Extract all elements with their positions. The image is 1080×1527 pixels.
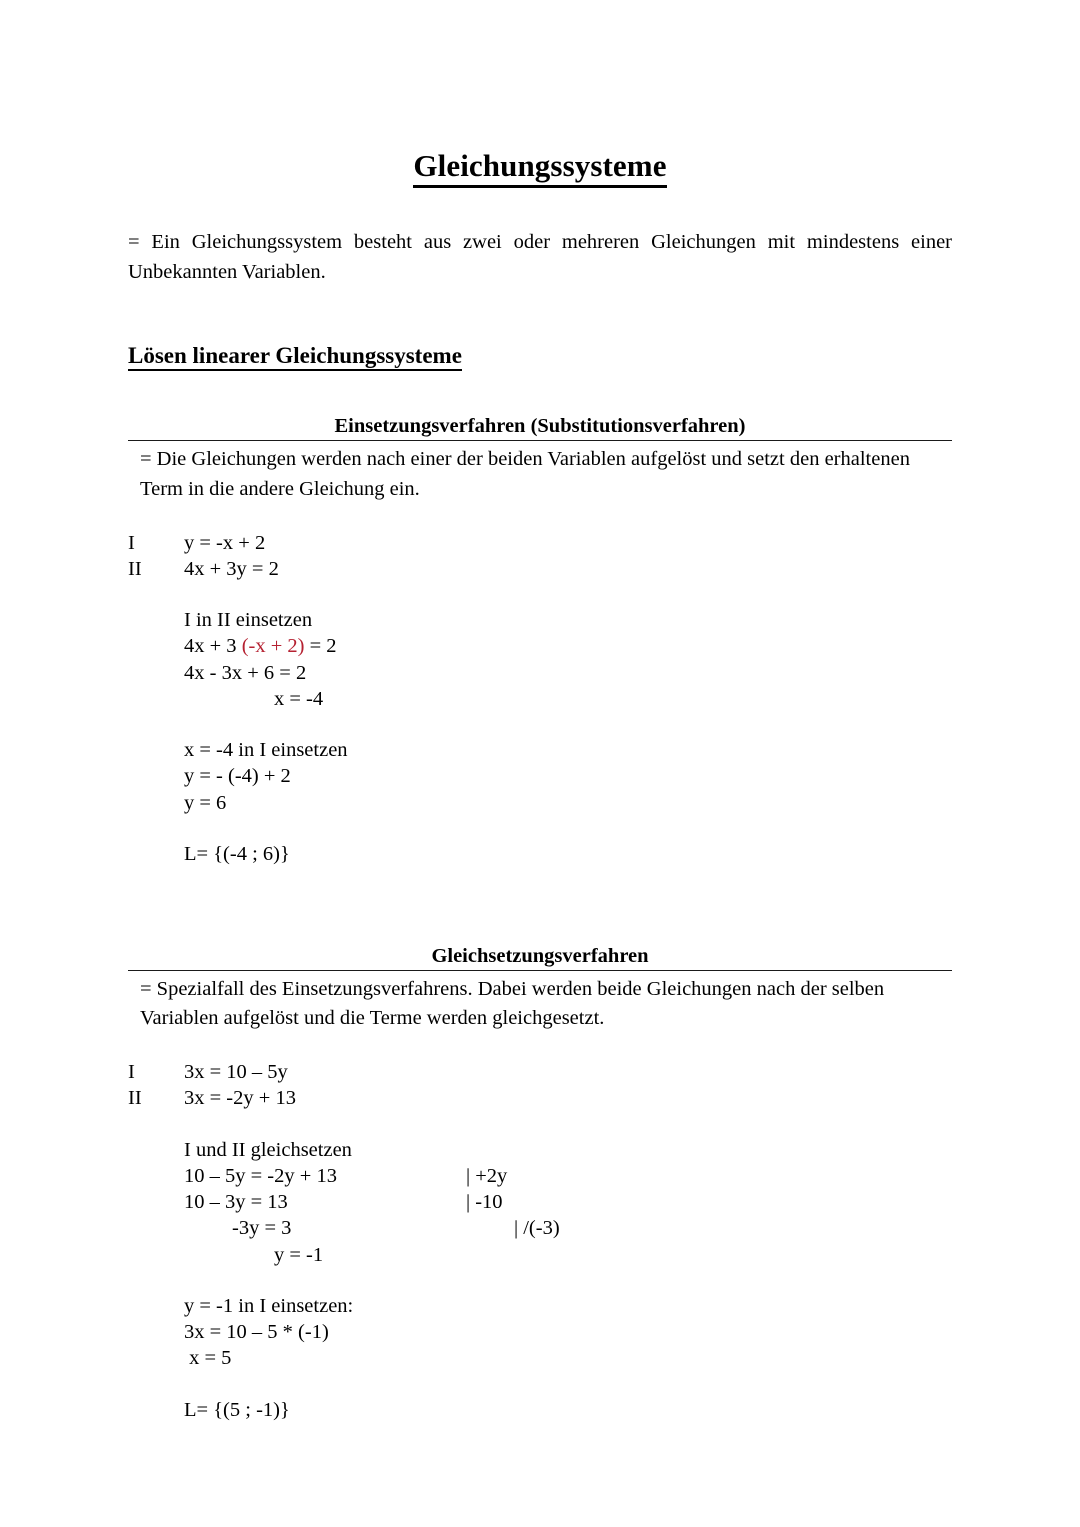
- method-divider: [128, 440, 952, 441]
- step-line: [184, 1189, 952, 1215]
- step-expression: y = - (-4) + 2: [184, 765, 291, 788]
- section-heading-text: Lösen linearer Gleichungssysteme: [128, 343, 462, 371]
- spacer: [184, 1268, 952, 1293]
- equation-label: II: [128, 1087, 142, 1110]
- equation-body: 4x + 3y = 2: [184, 557, 279, 580]
- step-line: [184, 790, 952, 816]
- step-line: [184, 633, 952, 659]
- equation-body: y = -x + 2: [184, 531, 266, 554]
- solution-set: L= {(5 ; -1)}: [184, 1398, 290, 1421]
- step-expression: 4x - 3x + 6 = 2: [184, 661, 307, 684]
- system-equation-row: [128, 556, 952, 582]
- spacer: [184, 712, 952, 737]
- step-line: [184, 763, 952, 789]
- step-expression: 10 – 3y = 13: [184, 1191, 288, 1214]
- substitution-intro-text: x = -4 in I einsetzen: [184, 739, 348, 762]
- step-line: [184, 1319, 952, 1345]
- solution-steps: [184, 607, 952, 841]
- system-equation-row: [128, 1059, 952, 1085]
- equation-body: 3x = -2y + 13: [184, 1087, 296, 1110]
- method-block-gleichsetzungsverfahren: [128, 945, 952, 1423]
- spacer: [184, 1372, 952, 1397]
- step-line: [184, 1242, 952, 1268]
- step-line: [184, 660, 952, 686]
- step-line: [184, 686, 952, 712]
- method-block-einsetzungsverfahren: [128, 415, 952, 867]
- step-operation-note: | -10: [466, 1191, 503, 1214]
- method-definition: = Die Gleichungen werden nach einer der beiden Variablen aufgelöst und setzt den erhaltenen Term in die andere Gleichung ein.: [140, 448, 910, 500]
- step-line: [184, 1163, 952, 1189]
- intro-paragraph: = Ein Gleichungssystem besteht aus zwei oder mehreren Gleichungen mit mindestens einer Unbekannten Variablen.: [128, 231, 952, 283]
- steps-intro-text: I in II einsetzen: [184, 609, 313, 632]
- page-title: [128, 0, 952, 184]
- steps-intro: [184, 607, 952, 633]
- step-expression: [184, 633, 466, 659]
- worked-example-2: [128, 1059, 952, 1423]
- substitution-intro: [184, 1293, 952, 1319]
- equation-label: I: [128, 531, 135, 554]
- solution-set: L= {(-4 ; 6)}: [184, 842, 290, 865]
- method-definition: = Spezialfall des Einsetzungsverfahrens. Dabei werden beide Gleichungen nach der selben Variablen aufgelöst und die Terme werden gleichgesetzt.: [140, 978, 885, 1030]
- substituted-term: (-x + 2): [241, 635, 305, 658]
- equation-body: 3x = 10 – 5y: [184, 1061, 288, 1084]
- method-title: Einsetzungsverfahren (Substitutionsverfahren): [334, 415, 746, 438]
- step-expression-post: = 2: [304, 635, 337, 658]
- step-expression: y = -1: [274, 1243, 324, 1266]
- step-expression: y = 6: [184, 791, 227, 814]
- steps-intro: [184, 1137, 952, 1163]
- step-operation-note: | +2y: [466, 1164, 508, 1187]
- step-expression-pre: 4x + 3: [184, 635, 242, 658]
- section-heading: [128, 343, 952, 369]
- step-expression: -3y = 3: [232, 1217, 292, 1240]
- substitution-intro-text: y = -1 in I einsetzen:: [184, 1294, 354, 1317]
- equation-label: II: [128, 557, 142, 580]
- equation-label: I: [128, 1061, 135, 1084]
- step-line: [184, 1345, 952, 1371]
- worked-example-1: [128, 530, 952, 867]
- step-expression: 3x = 10 – 5 * (-1): [184, 1321, 329, 1344]
- spacer: [184, 816, 952, 841]
- step-operation-note: | /(-3): [514, 1217, 560, 1240]
- step-expression: x = 5: [184, 1347, 232, 1370]
- method-divider: [128, 970, 952, 971]
- method-title: Gleichsetzungsverfahren: [431, 945, 649, 967]
- substitution-intro: [184, 737, 952, 763]
- system-equation-row: [128, 530, 952, 556]
- system-equation-row: [128, 1085, 952, 1111]
- page-title-text: Gleichungssysteme: [413, 148, 666, 188]
- step-expression: 10 – 5y = -2y + 13: [184, 1164, 337, 1187]
- steps-intro-text: I und II gleichsetzen: [184, 1138, 352, 1161]
- solution-steps: [184, 1137, 952, 1397]
- step-expression: x = -4: [274, 687, 324, 710]
- step-line: [184, 1215, 952, 1241]
